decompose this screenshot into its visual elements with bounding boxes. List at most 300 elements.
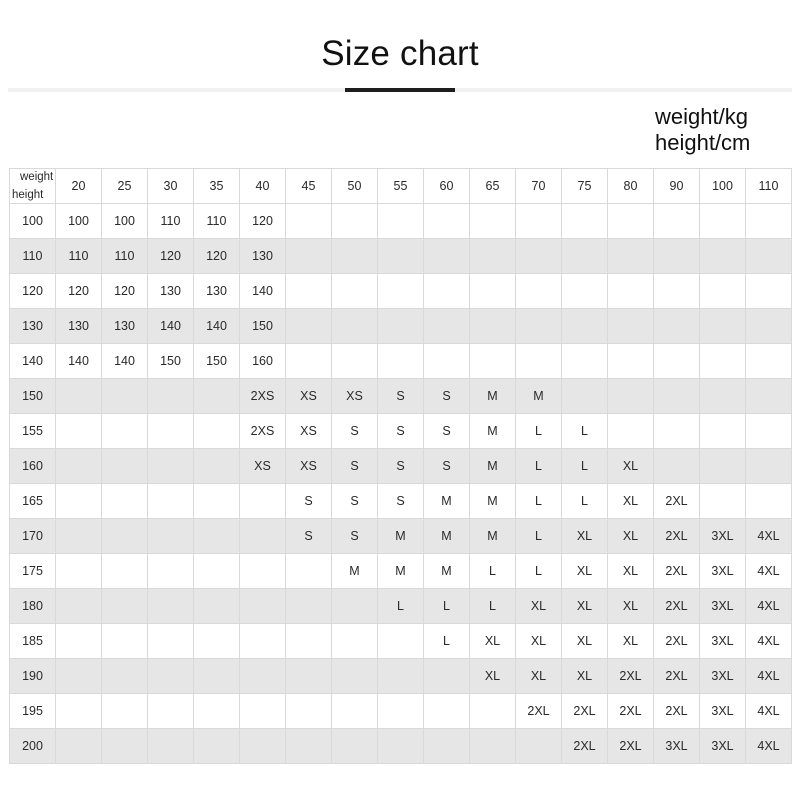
weight-header: 90 bbox=[654, 169, 700, 204]
size-cell bbox=[332, 204, 378, 239]
size-cell: 110 bbox=[194, 204, 240, 239]
size-cell: 4XL bbox=[746, 729, 792, 764]
size-cell bbox=[746, 484, 792, 519]
size-cell bbox=[378, 309, 424, 344]
size-cell bbox=[424, 729, 470, 764]
size-cell bbox=[424, 659, 470, 694]
size-cell: S bbox=[378, 484, 424, 519]
size-cell bbox=[700, 274, 746, 309]
corner-cell bbox=[10, 169, 56, 204]
size-cell bbox=[654, 309, 700, 344]
size-cell: 120 bbox=[240, 204, 286, 239]
units-legend bbox=[655, 104, 750, 156]
size-cell bbox=[746, 414, 792, 449]
height-header: 170 bbox=[10, 519, 56, 554]
size-cell: 4XL bbox=[746, 554, 792, 589]
size-cell bbox=[516, 309, 562, 344]
size-cell: 130 bbox=[56, 309, 102, 344]
size-cell: XL bbox=[562, 589, 608, 624]
size-cell: XL bbox=[608, 484, 654, 519]
table-row bbox=[10, 204, 792, 239]
size-cell bbox=[148, 379, 194, 414]
size-cell: 2XL bbox=[608, 729, 654, 764]
table-row bbox=[10, 589, 792, 624]
height-header: 155 bbox=[10, 414, 56, 449]
size-cell bbox=[700, 204, 746, 239]
size-cell: 2XL bbox=[654, 519, 700, 554]
size-cell: S bbox=[286, 519, 332, 554]
size-cell bbox=[194, 449, 240, 484]
size-cell: 150 bbox=[194, 344, 240, 379]
size-cell bbox=[332, 309, 378, 344]
size-cell: L bbox=[470, 589, 516, 624]
size-cell bbox=[56, 729, 102, 764]
size-cell: L bbox=[424, 624, 470, 659]
size-cell bbox=[608, 239, 654, 274]
weight-header: 45 bbox=[286, 169, 332, 204]
title-underline bbox=[345, 88, 455, 92]
size-cell: M bbox=[332, 554, 378, 589]
size-cell: 3XL bbox=[700, 694, 746, 729]
size-cell: 2XL bbox=[654, 659, 700, 694]
size-cell: XL bbox=[470, 659, 516, 694]
size-cell: 120 bbox=[102, 274, 148, 309]
size-cell bbox=[608, 344, 654, 379]
size-cell: 140 bbox=[240, 274, 286, 309]
size-cell: 3XL bbox=[700, 519, 746, 554]
size-cell bbox=[332, 729, 378, 764]
size-cell: L bbox=[562, 484, 608, 519]
size-cell: 140 bbox=[194, 309, 240, 344]
size-cell bbox=[240, 554, 286, 589]
size-cell bbox=[286, 729, 332, 764]
size-cell: M bbox=[378, 554, 424, 589]
size-cell: 100 bbox=[102, 204, 148, 239]
size-cell bbox=[240, 589, 286, 624]
size-cell bbox=[56, 449, 102, 484]
size-cell bbox=[470, 274, 516, 309]
table-row bbox=[10, 344, 792, 379]
size-cell bbox=[746, 274, 792, 309]
size-cell: 3XL bbox=[700, 729, 746, 764]
size-cell bbox=[562, 204, 608, 239]
header-row bbox=[10, 169, 792, 204]
size-cell: 140 bbox=[102, 344, 148, 379]
size-cell: L bbox=[470, 554, 516, 589]
size-cell bbox=[194, 589, 240, 624]
size-cell: M bbox=[470, 519, 516, 554]
size-cell: 4XL bbox=[746, 659, 792, 694]
size-cell bbox=[700, 379, 746, 414]
size-cell: 2XS bbox=[240, 414, 286, 449]
size-cell: M bbox=[470, 414, 516, 449]
size-cell bbox=[148, 414, 194, 449]
size-cell: XS bbox=[286, 379, 332, 414]
size-cell: XL bbox=[562, 519, 608, 554]
size-cell bbox=[424, 274, 470, 309]
size-cell bbox=[700, 309, 746, 344]
size-cell bbox=[608, 414, 654, 449]
size-cell bbox=[102, 449, 148, 484]
size-cell bbox=[332, 659, 378, 694]
size-cell: M bbox=[424, 519, 470, 554]
weight-header: 70 bbox=[516, 169, 562, 204]
size-cell: L bbox=[516, 519, 562, 554]
size-table bbox=[9, 168, 792, 764]
size-cell bbox=[194, 414, 240, 449]
size-cell bbox=[654, 274, 700, 309]
size-cell bbox=[148, 659, 194, 694]
size-cell bbox=[562, 344, 608, 379]
size-cell bbox=[424, 309, 470, 344]
size-cell: 2XL bbox=[608, 659, 654, 694]
table-row bbox=[10, 624, 792, 659]
size-cell bbox=[746, 204, 792, 239]
height-header: 160 bbox=[10, 449, 56, 484]
size-cell bbox=[700, 449, 746, 484]
size-cell bbox=[194, 729, 240, 764]
size-cell: L bbox=[516, 449, 562, 484]
size-cell: 130 bbox=[194, 274, 240, 309]
size-cell: L bbox=[424, 589, 470, 624]
size-cell bbox=[608, 204, 654, 239]
size-cell bbox=[654, 414, 700, 449]
table-row bbox=[10, 554, 792, 589]
table-row bbox=[10, 694, 792, 729]
size-cell bbox=[194, 694, 240, 729]
table-row bbox=[10, 729, 792, 764]
size-cell bbox=[56, 379, 102, 414]
size-cell: 2XS bbox=[240, 379, 286, 414]
size-cell bbox=[56, 589, 102, 624]
size-cell: L bbox=[562, 449, 608, 484]
size-cell bbox=[286, 274, 332, 309]
table-row bbox=[10, 274, 792, 309]
size-cell bbox=[56, 484, 102, 519]
size-cell bbox=[240, 519, 286, 554]
size-cell bbox=[700, 239, 746, 274]
size-cell bbox=[240, 729, 286, 764]
size-cell: L bbox=[562, 414, 608, 449]
size-cell: 160 bbox=[240, 344, 286, 379]
size-cell bbox=[102, 589, 148, 624]
size-cell bbox=[746, 344, 792, 379]
weight-header: 35 bbox=[194, 169, 240, 204]
weight-header: 50 bbox=[332, 169, 378, 204]
size-cell bbox=[286, 624, 332, 659]
size-cell: S bbox=[424, 379, 470, 414]
size-cell bbox=[700, 414, 746, 449]
size-cell bbox=[424, 204, 470, 239]
size-cell: S bbox=[332, 449, 378, 484]
size-cell bbox=[378, 344, 424, 379]
size-cell: 140 bbox=[148, 309, 194, 344]
size-cell bbox=[286, 204, 332, 239]
size-cell bbox=[240, 484, 286, 519]
size-cell: S bbox=[424, 414, 470, 449]
size-cell: M bbox=[470, 449, 516, 484]
size-cell: 120 bbox=[194, 239, 240, 274]
table-row bbox=[10, 519, 792, 554]
height-header: 200 bbox=[10, 729, 56, 764]
size-cell bbox=[194, 519, 240, 554]
size-cell: XL bbox=[608, 589, 654, 624]
height-header: 130 bbox=[10, 309, 56, 344]
size-cell: 140 bbox=[56, 344, 102, 379]
height-header: 185 bbox=[10, 624, 56, 659]
size-cell: S bbox=[378, 449, 424, 484]
size-cell: M bbox=[424, 554, 470, 589]
size-cell: 4XL bbox=[746, 694, 792, 729]
size-cell bbox=[516, 344, 562, 379]
size-cell: 3XL bbox=[700, 589, 746, 624]
size-cell: S bbox=[286, 484, 332, 519]
weight-unit-label: weight/kg bbox=[655, 104, 748, 129]
table-row bbox=[10, 449, 792, 484]
size-cell bbox=[562, 379, 608, 414]
size-cell bbox=[102, 624, 148, 659]
size-cell bbox=[608, 274, 654, 309]
height-header: 150 bbox=[10, 379, 56, 414]
size-cell: XL bbox=[516, 589, 562, 624]
size-cell bbox=[286, 344, 332, 379]
size-cell bbox=[286, 309, 332, 344]
size-cell bbox=[240, 624, 286, 659]
size-cell: 4XL bbox=[746, 624, 792, 659]
table-row bbox=[10, 239, 792, 274]
size-cell bbox=[148, 484, 194, 519]
size-cell bbox=[148, 449, 194, 484]
size-cell bbox=[470, 344, 516, 379]
size-cell: M bbox=[424, 484, 470, 519]
size-cell bbox=[102, 379, 148, 414]
size-cell bbox=[516, 729, 562, 764]
size-cell: 2XL bbox=[562, 729, 608, 764]
size-cell bbox=[746, 239, 792, 274]
size-cell: XL bbox=[562, 659, 608, 694]
size-cell bbox=[56, 519, 102, 554]
size-cell bbox=[608, 309, 654, 344]
size-cell: L bbox=[516, 554, 562, 589]
weight-header: 55 bbox=[378, 169, 424, 204]
size-cell bbox=[654, 379, 700, 414]
height-header: 120 bbox=[10, 274, 56, 309]
height-header: 190 bbox=[10, 659, 56, 694]
weight-header: 110 bbox=[746, 169, 792, 204]
corner-height-label: height bbox=[12, 189, 44, 201]
size-cell bbox=[470, 309, 516, 344]
size-cell: M bbox=[516, 379, 562, 414]
size-cell: 4XL bbox=[746, 519, 792, 554]
size-cell bbox=[286, 239, 332, 274]
height-header: 165 bbox=[10, 484, 56, 519]
size-cell bbox=[332, 344, 378, 379]
height-header: 195 bbox=[10, 694, 56, 729]
size-cell: XL bbox=[608, 624, 654, 659]
size-cell: 2XL bbox=[654, 694, 700, 729]
table-row bbox=[10, 309, 792, 344]
size-cell bbox=[562, 274, 608, 309]
size-cell bbox=[516, 239, 562, 274]
size-cell bbox=[102, 484, 148, 519]
size-cell: XL bbox=[608, 554, 654, 589]
size-cell: 2XL bbox=[654, 554, 700, 589]
size-cell bbox=[102, 519, 148, 554]
size-cell bbox=[654, 344, 700, 379]
size-cell bbox=[378, 694, 424, 729]
size-cell bbox=[516, 274, 562, 309]
size-cell bbox=[332, 624, 378, 659]
size-cell: XL bbox=[516, 659, 562, 694]
size-cell bbox=[332, 694, 378, 729]
height-header: 175 bbox=[10, 554, 56, 589]
size-cell bbox=[424, 344, 470, 379]
corner-weight-label: weight bbox=[20, 171, 54, 183]
size-cell: S bbox=[332, 414, 378, 449]
size-cell bbox=[56, 624, 102, 659]
size-cell bbox=[286, 659, 332, 694]
table-row bbox=[10, 379, 792, 414]
size-cell bbox=[378, 729, 424, 764]
size-cell: M bbox=[470, 484, 516, 519]
size-cell: 2XL bbox=[516, 694, 562, 729]
size-cell: 2XL bbox=[654, 624, 700, 659]
size-cell: S bbox=[378, 414, 424, 449]
size-cell bbox=[378, 659, 424, 694]
size-cell: 3XL bbox=[700, 624, 746, 659]
size-cell bbox=[608, 379, 654, 414]
size-cell: 2XL bbox=[562, 694, 608, 729]
size-cell: L bbox=[516, 414, 562, 449]
size-cell: XL bbox=[516, 624, 562, 659]
weight-header: 60 bbox=[424, 169, 470, 204]
size-cell bbox=[102, 554, 148, 589]
size-cell: XL bbox=[562, 554, 608, 589]
size-cell bbox=[378, 204, 424, 239]
size-cell bbox=[332, 274, 378, 309]
size-cell: XL bbox=[608, 519, 654, 554]
size-cell bbox=[286, 589, 332, 624]
size-cell bbox=[240, 659, 286, 694]
size-cell bbox=[194, 624, 240, 659]
size-cell bbox=[746, 309, 792, 344]
size-cell bbox=[56, 694, 102, 729]
size-cell bbox=[102, 659, 148, 694]
size-cell bbox=[148, 694, 194, 729]
size-cell bbox=[654, 239, 700, 274]
height-header: 110 bbox=[10, 239, 56, 274]
size-cell bbox=[102, 414, 148, 449]
size-cell bbox=[56, 659, 102, 694]
weight-header: 65 bbox=[470, 169, 516, 204]
height-unit-label: height/cm bbox=[655, 130, 751, 155]
size-cell: 130 bbox=[102, 309, 148, 344]
size-cell bbox=[286, 694, 332, 729]
size-cell bbox=[746, 449, 792, 484]
size-cell: 110 bbox=[102, 239, 148, 274]
size-cell: 150 bbox=[148, 344, 194, 379]
size-cell bbox=[102, 729, 148, 764]
page-title: Size chart bbox=[321, 34, 479, 73]
size-cell: 110 bbox=[148, 204, 194, 239]
size-cell bbox=[194, 554, 240, 589]
size-cell: 3XL bbox=[700, 659, 746, 694]
size-cell: L bbox=[516, 484, 562, 519]
size-cell bbox=[194, 659, 240, 694]
size-cell: 110 bbox=[56, 239, 102, 274]
weight-header: 30 bbox=[148, 169, 194, 204]
size-cell bbox=[332, 239, 378, 274]
size-cell bbox=[332, 589, 378, 624]
size-cell: S bbox=[424, 449, 470, 484]
size-cell bbox=[378, 624, 424, 659]
size-cell: 130 bbox=[240, 239, 286, 274]
size-cell bbox=[424, 239, 470, 274]
size-cell: S bbox=[332, 484, 378, 519]
table-row bbox=[10, 484, 792, 519]
weight-header: 80 bbox=[608, 169, 654, 204]
weight-header: 25 bbox=[102, 169, 148, 204]
size-cell: XS bbox=[240, 449, 286, 484]
size-cell bbox=[654, 204, 700, 239]
size-cell bbox=[148, 519, 194, 554]
size-cell: L bbox=[378, 589, 424, 624]
size-cell: 120 bbox=[56, 274, 102, 309]
size-cell: XS bbox=[286, 449, 332, 484]
size-cell: S bbox=[332, 519, 378, 554]
size-cell bbox=[378, 239, 424, 274]
table-row bbox=[10, 659, 792, 694]
size-cell bbox=[148, 729, 194, 764]
size-cell bbox=[102, 694, 148, 729]
size-cell bbox=[56, 554, 102, 589]
size-cell: 4XL bbox=[746, 589, 792, 624]
size-cell bbox=[148, 589, 194, 624]
table-row bbox=[10, 414, 792, 449]
size-cell bbox=[470, 239, 516, 274]
weight-header: 100 bbox=[700, 169, 746, 204]
size-cell: M bbox=[378, 519, 424, 554]
size-cell bbox=[240, 694, 286, 729]
size-cell bbox=[470, 694, 516, 729]
size-cell bbox=[378, 274, 424, 309]
size-cell bbox=[424, 694, 470, 729]
size-cell bbox=[562, 239, 608, 274]
size-cell bbox=[700, 344, 746, 379]
weight-header: 40 bbox=[240, 169, 286, 204]
size-cell: 2XL bbox=[654, 484, 700, 519]
size-cell: 3XL bbox=[654, 729, 700, 764]
size-cell: XS bbox=[332, 379, 378, 414]
size-cell bbox=[562, 309, 608, 344]
size-cell bbox=[746, 379, 792, 414]
size-cell bbox=[194, 379, 240, 414]
size-cell bbox=[516, 204, 562, 239]
size-cell bbox=[148, 554, 194, 589]
size-cell: M bbox=[470, 379, 516, 414]
size-cell: 2XL bbox=[608, 694, 654, 729]
size-cell: 130 bbox=[148, 274, 194, 309]
size-cell bbox=[56, 414, 102, 449]
size-cell: 100 bbox=[56, 204, 102, 239]
size-cell: 2XL bbox=[654, 589, 700, 624]
size-cell bbox=[700, 484, 746, 519]
height-header: 180 bbox=[10, 589, 56, 624]
size-cell: 150 bbox=[240, 309, 286, 344]
size-cell bbox=[470, 729, 516, 764]
size-cell bbox=[654, 449, 700, 484]
height-header: 100 bbox=[10, 204, 56, 239]
